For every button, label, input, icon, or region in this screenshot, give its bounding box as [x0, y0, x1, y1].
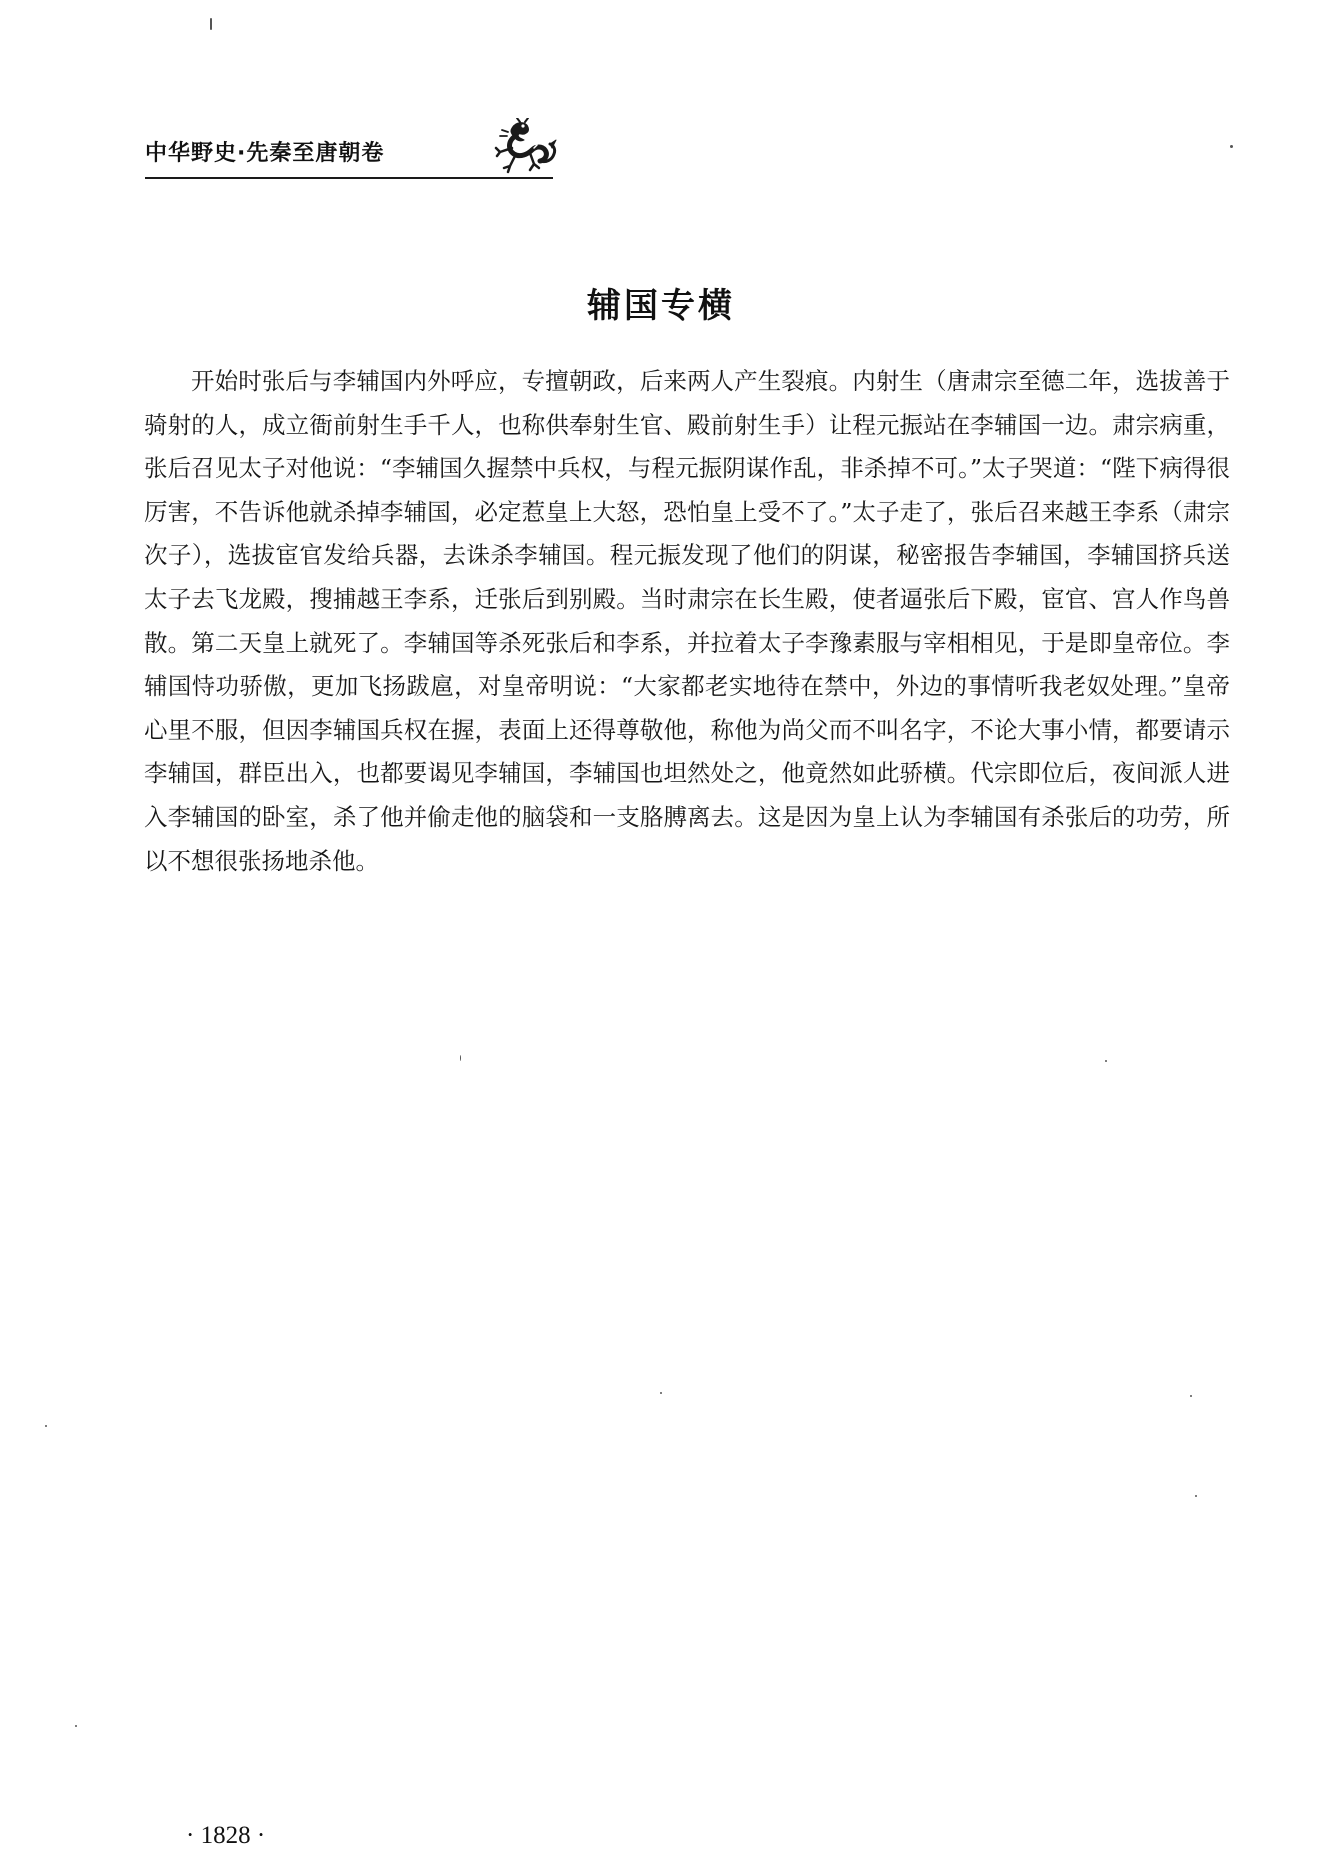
body-paragraph: 开始时张后与李辅国内外呼应，专擅朝政，后来两人产生裂痕。内射生（唐肃宗至德二年，选拔善于骑射的人，成立衙前射生手千人，也称供奉射生官、殿前射生手）让程元振站在李辅国一边。肃宗病重，张后召见太子对他说：“李辅国久握禁中兵权，与程元振阴谋作乱，非杀掉不可。”太子哭道：“陛下病得很厉害，不告诉他就杀掉李辅国，必定惹皇上大怒，恐怕皇上受不了。”太子走了，张后召来越王李系（肃宗次子），选拔宦官发给兵器，去诛杀李辅国。程元振发现了他们的阴谋，秘密报告李辅国，李辅国挤兵送太子去飞龙殿，搜捕越王李系，迁张后到别殿。当时肃宗在长生殿，使者逼张后下殿，宦官、宫人作鸟兽散。第二天皇上就死了。李辅国等杀死张后和李系，并拉着太子李豫素服与宰相相见，于是即皇帝位。李辅国恃功骄傲，更加飞扬跋扈，对皇帝明说：“大家都老实地待在禁中，外边的事情听我老奴处理。”皇帝心里不服，但因李辅国兵权在握，表面上还得尊敬他，称他为尚父而不叫名字，不论大事小情，都要请示李辅国，群臣出入，也都要谒见李辅国，李辅国也坦然处之，他竟然如此骄横。代宗即位后，夜间派人进入李辅国的卧室，杀了他并偷走他的脑袋和一支胳膊离去。这是因为皇上认为李辅国有杀张后的功劳，所以不想很张扬地杀他。: [144, 367, 1230, 875]
scan-speck: [1105, 1060, 1107, 1062]
book-title: 中华野史·先秦至唐朝卷: [145, 141, 385, 166]
scan-speck: [660, 1392, 662, 1394]
header-rule: [145, 177, 553, 179]
chapter-title: 辅国专横: [587, 285, 735, 326]
scan-speck: [75, 1725, 77, 1727]
running-header: [145, 118, 560, 180]
dragon-icon: [490, 118, 560, 178]
scan-speck: [1190, 1395, 1192, 1397]
scan-speck: [210, 18, 212, 30]
scan-speck: [1195, 1495, 1197, 1497]
scan-speck: [1230, 145, 1233, 148]
scan-speck: [460, 1055, 461, 1061]
scan-speck: [45, 1425, 47, 1427]
page-number: · 1828 ·: [186, 1822, 266, 1849]
